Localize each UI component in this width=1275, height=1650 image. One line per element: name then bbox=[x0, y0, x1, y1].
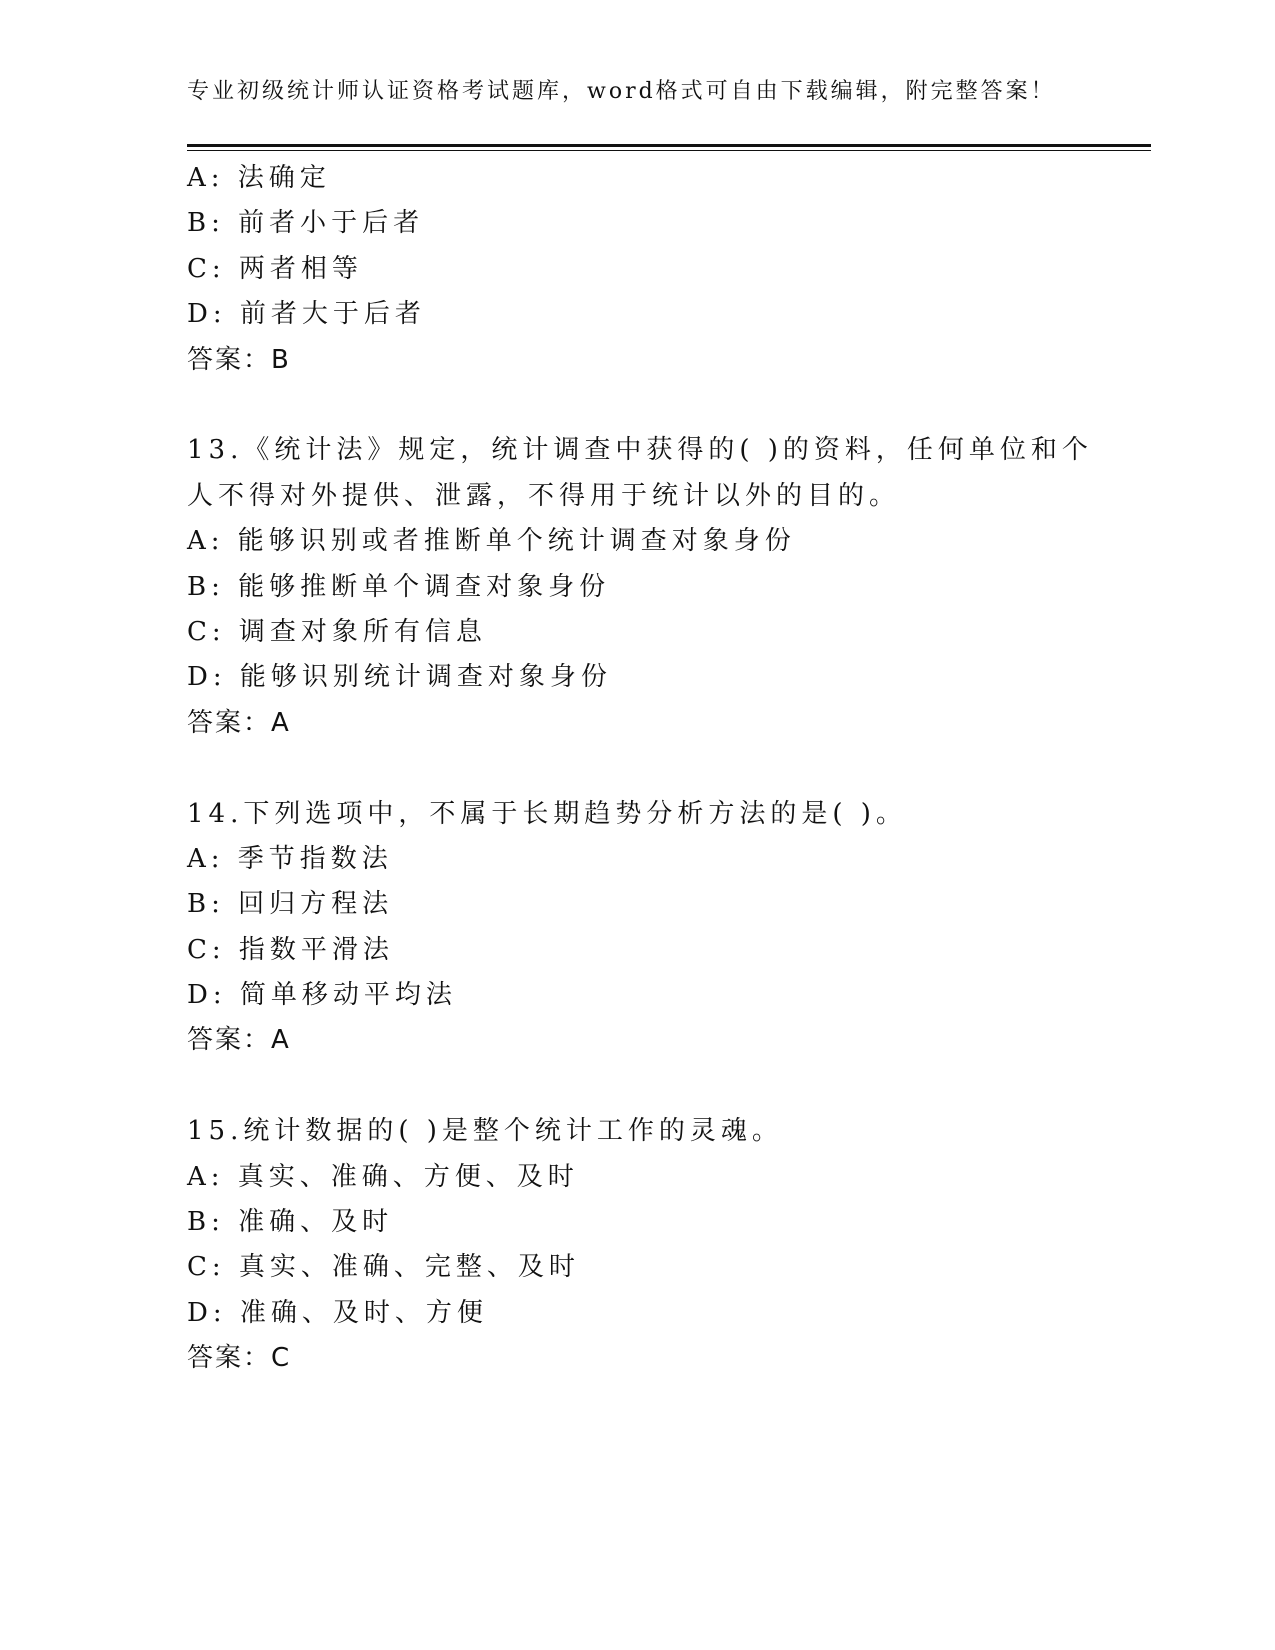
option-d: D: 简单移动平均法 bbox=[187, 980, 457, 1011]
option-a: A: 能够识别或者推断单个统计调查对象身份 bbox=[187, 526, 796, 557]
answer-line: 答案：C bbox=[187, 1343, 292, 1374]
option-a: A: 真实、准确、方便、及时 bbox=[187, 1161, 579, 1192]
header-rule-thick bbox=[187, 144, 1151, 147]
option-b: B: 回归方程法 bbox=[187, 889, 394, 920]
question-content bbox=[187, 156, 1093, 1382]
option-c: C: 调查对象所有信息 bbox=[187, 616, 487, 647]
page-header: 专业初级统计师认证资格考试题库，word格式可自由下载编辑，附完整答案！ bbox=[187, 79, 1056, 104]
option-d: D: 能够识别统计调查对象身份 bbox=[187, 662, 612, 693]
question-13-line-1: 13.《统计法》规定，统计调查中获得的( )的资料，任何单位和个 bbox=[187, 435, 1093, 466]
question-15-block bbox=[187, 1109, 1087, 1381]
question-13-text bbox=[187, 428, 1093, 519]
option-d: D: 前者大于后者 bbox=[187, 299, 426, 330]
option-b: B: 前者小于后者 bbox=[187, 208, 425, 239]
question-14-text bbox=[187, 792, 1087, 837]
question-13-line-2: 人不得对外提供、泄露，不得用于统计以外的目的。 bbox=[187, 480, 901, 511]
question-13-block bbox=[187, 428, 1093, 746]
option-a: A: 季节指数法 bbox=[187, 843, 393, 874]
question-15-line-1: 15.统计数据的( )是整个统计工作的灵魂。 bbox=[187, 1116, 783, 1147]
question-14-line-1: 14.下列选项中，不属于长期趋势分析方法的是( )。 bbox=[187, 798, 907, 829]
option-b: B: 准确、及时 bbox=[187, 1207, 394, 1238]
answer-line: 答案：B bbox=[187, 344, 291, 375]
prev-question-block bbox=[187, 156, 1087, 383]
header-rule-thin bbox=[187, 150, 1151, 151]
option-c: C: 两者相等 bbox=[187, 253, 363, 284]
option-c: C: 真实、准确、完整、及时 bbox=[187, 1252, 580, 1283]
question-15-text bbox=[187, 1109, 1087, 1154]
option-c: C: 指数平滑法 bbox=[187, 934, 394, 965]
question-14-block bbox=[187, 792, 1087, 1064]
option-a: A: 法确定 bbox=[187, 163, 331, 193]
option-b: B: 能够推断单个调查对象身份 bbox=[187, 571, 611, 602]
answer-line: 答案：A bbox=[187, 1025, 291, 1056]
option-d: D: 准确、及时、方便 bbox=[187, 1297, 488, 1328]
answer-line: 答案：A bbox=[187, 707, 291, 738]
